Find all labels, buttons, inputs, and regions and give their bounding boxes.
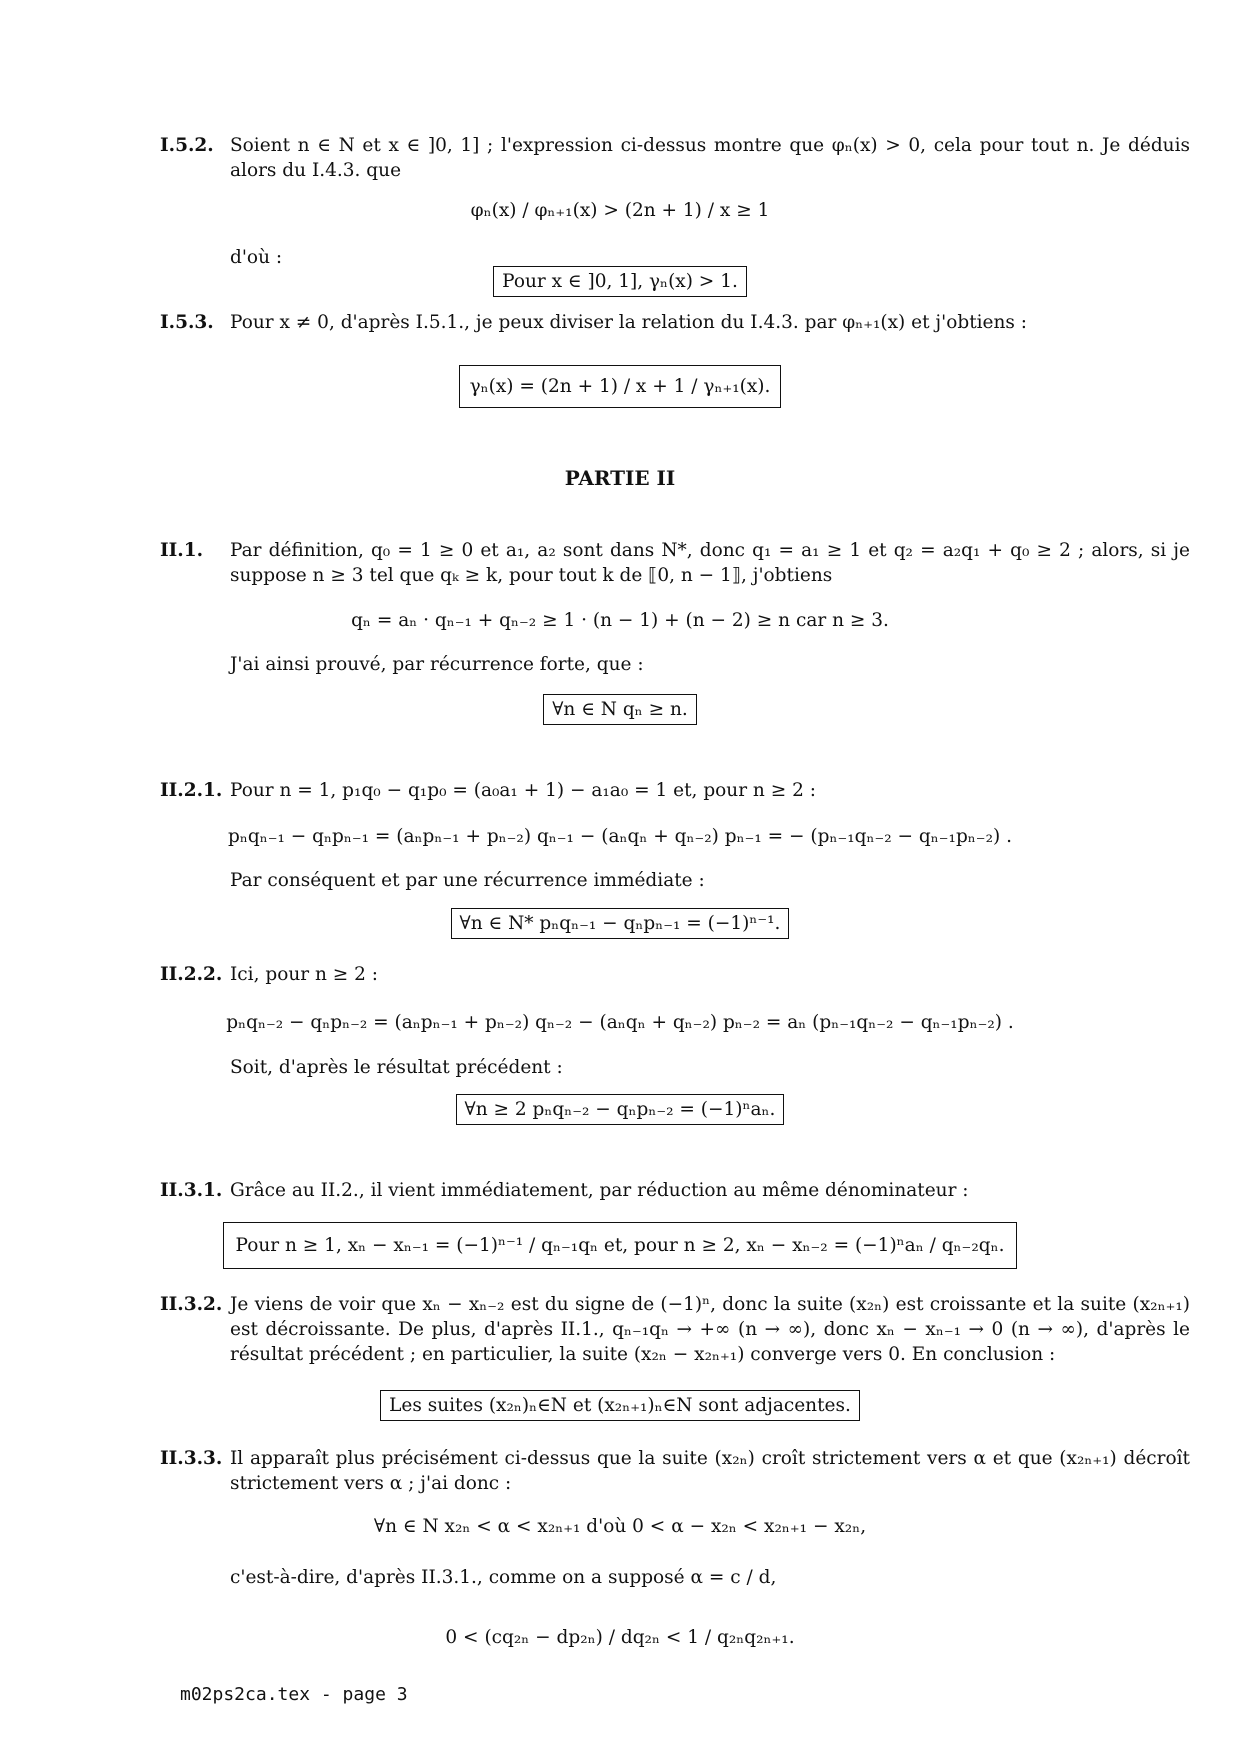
section-number: I.5.2. bbox=[160, 135, 214, 156]
boxed-result-ii21: ∀n ∈ N* pₙqₙ₋₁ − qₙpₙ₋₁ = (−1)ⁿ⁻¹. bbox=[451, 908, 790, 939]
section-text: Je viens de voir que xₙ − xₙ₋₂ est du signe de (−1)ⁿ, donc la suite (x₂ₙ) est croissante et la suite (x₂ₙ₊₁) est décroissante. De plus, d'après II.1., qₙ₋₁qₙ → +∞ (n → ∞), donc xₙ − xₙ₋₁ → 0 (n → ∞), d'après le résultat précédent ; en particulier, la suite (x₂ₙ − x₂ₙ₊₁) converge vers 0. En conclusion : bbox=[230, 1294, 1190, 1365]
page-footer: m02ps2ca.tex - page 3 bbox=[180, 1684, 408, 1705]
after-text-ii1: J'ai ainsi prouvé, par récurrence forte, que : bbox=[230, 654, 644, 675]
boxed-result-ii32: Les suites (x₂ₙ)ₙ∈N et (x₂ₙ₊₁)ₙ∈N sont adjacentes. bbox=[380, 1390, 860, 1421]
section-number: II.3.2. bbox=[160, 1294, 223, 1315]
boxed-result-ii22: ∀n ≥ 2 pₙqₙ₋₂ − qₙpₙ₋₂ = (−1)ⁿaₙ. bbox=[456, 1094, 785, 1125]
section-number: II.3.1. bbox=[160, 1180, 223, 1201]
section-number: II.2.2. bbox=[160, 964, 223, 985]
section-text: Pour x ≠ 0, d'après I.5.1., je peux diviser la relation du I.4.3. par φₙ₊₁(x) et j'obtiens : bbox=[230, 312, 1028, 333]
boxed-result-i52: Pour x ∈ ]0, 1], γₙ(x) > 1. bbox=[493, 266, 747, 297]
after-text-ii21: Par conséquent et par une récurrence immédiate : bbox=[230, 870, 705, 891]
section-text: Par définition, q₀ = 1 ≥ 0 et a₁, a₂ sont dans N*, donc q₁ = a₁ ≥ 1 et q₂ = a₂q₁ + q₀ ≥ 2 ; alors, si je suppose n ≥ 3 tel que qₖ ≥ k, pour tout k de ⟦0, n − 1⟧, j'obtiens bbox=[230, 540, 1190, 586]
equation-ii1: qₙ = aₙ · qₙ₋₁ + qₙ₋₂ ≥ 1 · (n − 1) + (n − 2) ≥ n car n ≥ 3. bbox=[351, 610, 889, 631]
after-text-ii33: c'est-à-dire, d'après II.3.1., comme on a supposé α = c / d, bbox=[230, 1567, 777, 1588]
section-number: II.1. bbox=[160, 540, 204, 561]
equation-ii33: ∀n ∈ N x₂ₙ < α < x₂ₙ₊₁ d'où 0 < α − x₂ₙ < x₂ₙ₊₁ − x₂ₙ, bbox=[373, 1516, 867, 1537]
section-text: Soient n ∈ N et x ∈ ]0, 1] ; l'expression ci-dessus montre que φₙ(x) > 0, cela pour tout n. Je déduis alors du I.4.3. que bbox=[230, 135, 1190, 181]
boxed-result-i53: γₙ(x) = (2n + 1) / x + 1 / γₙ₊₁(x). bbox=[459, 365, 782, 408]
equation-i52: φₙ(x) / φₙ₊₁(x) > (2n + 1) / x ≥ 1 bbox=[470, 200, 770, 221]
partie-heading: PARTIE II bbox=[564, 466, 676, 490]
after-text-ii22: Soit, d'après le résultat précédent : bbox=[230, 1057, 563, 1078]
equation-ii22: pₙqₙ₋₂ − qₙpₙ₋₂ = (aₙpₙ₋₁ + pₙ₋₂) qₙ₋₂ − (aₙqₙ + qₙ₋₂) pₙ₋₂ = aₙ (pₙ₋₁qₙ₋₂ − qₙ₋₁pₙ₋₂) . bbox=[226, 1012, 1014, 1033]
equation-ii21: pₙqₙ₋₁ − qₙpₙ₋₁ = (aₙpₙ₋₁ + pₙ₋₂) qₙ₋₁ − (aₙqₙ + qₙ₋₂) pₙ₋₁ = − (pₙ₋₁qₙ₋₂ − qₙ₋₁pₙ₋₂) . bbox=[228, 826, 1012, 847]
doù-text: d'où : bbox=[230, 247, 283, 268]
boxed-result-ii31: Pour n ≥ 1, xₙ − xₙ₋₁ = (−1)ⁿ⁻¹ / qₙ₋₁qₙ et, pour n ≥ 2, xₙ − xₙ₋₂ = (−1)ⁿaₙ / qₙ₋₂qₙ. bbox=[223, 1222, 1018, 1269]
section-text: Pour n = 1, p₁q₀ − q₁p₀ = (a₀a₁ + 1) − a₁a₀ = 1 et, pour n ≥ 2 : bbox=[230, 780, 816, 801]
section-text: Grâce au II.2., il vient immédiatement, par réduction au même dénominateur : bbox=[230, 1180, 969, 1201]
section-number: I.5.3. bbox=[160, 312, 214, 333]
section-number: II.2.1. bbox=[160, 780, 223, 801]
section-text: Il apparaît plus précisément ci-dessus que la suite (x₂ₙ) croît strictement vers α et que (x₂ₙ₊₁) décroît strictement vers α ; j'ai donc : bbox=[230, 1448, 1190, 1494]
boxed-result-ii1: ∀n ∈ N qₙ ≥ n. bbox=[543, 694, 697, 725]
section-number: II.3.3. bbox=[160, 1448, 223, 1469]
equation-ii33-final: 0 < (cq₂ₙ − dp₂ₙ) / dq₂ₙ < 1 / q₂ₙq₂ₙ₊₁. bbox=[445, 1627, 795, 1648]
section-text: Ici, pour n ≥ 2 : bbox=[230, 964, 379, 985]
